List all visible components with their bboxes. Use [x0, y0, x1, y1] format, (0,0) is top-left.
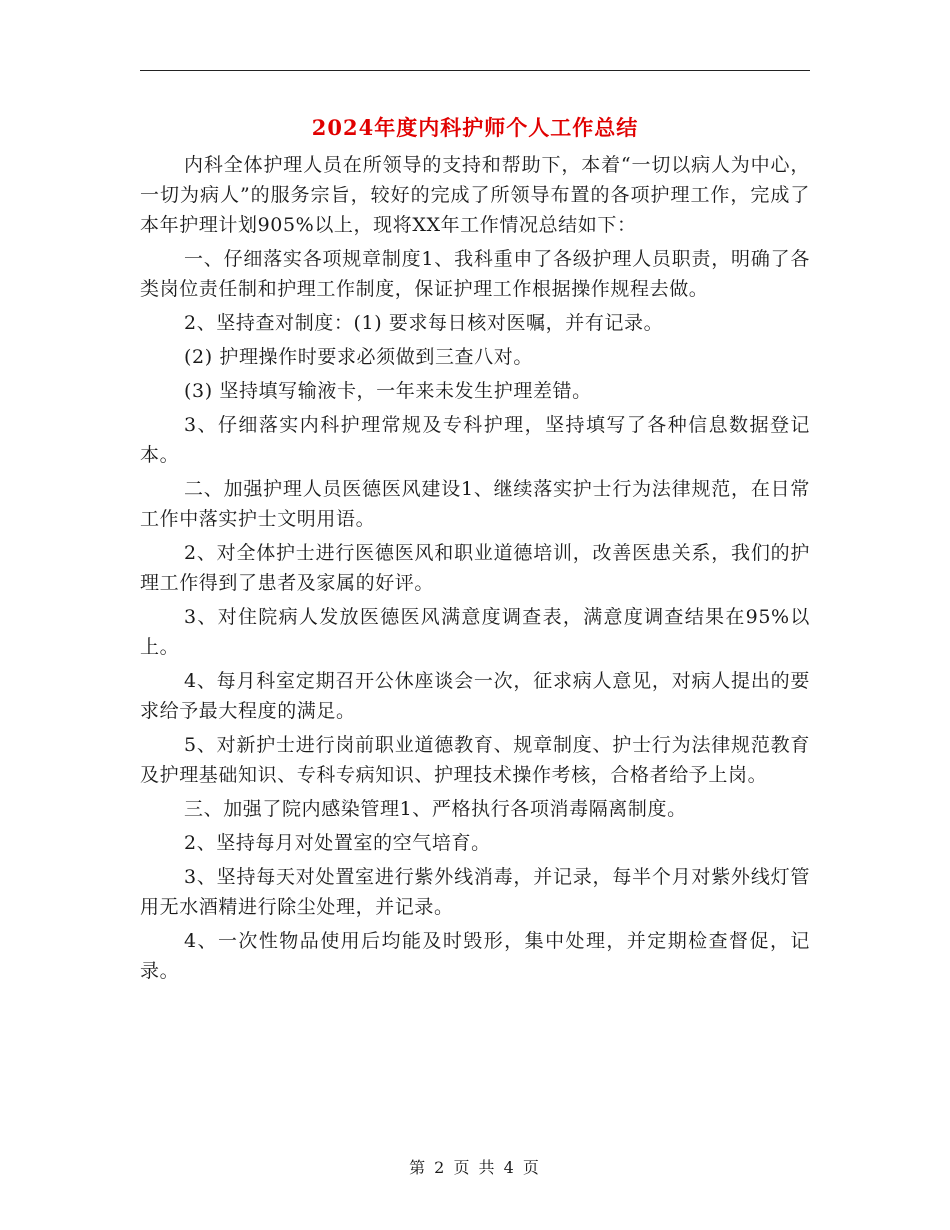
document-body	[140, 150, 810, 990]
header-rule	[140, 70, 810, 71]
paragraph-subitem: (3) 坚持填写输液卡，一年来未发生护理差错。	[184, 380, 592, 402]
paragraph-item: 3、坚持每天对处置室进行紫外线消毒，并记录，每半个月对紫外线灯管用无水酒精进行除尘处理，并记录。	[140, 866, 810, 918]
paragraph-item: 3、仔细落实内科护理常规及专科护理，坚持填写了各种信息数据登记本。	[140, 414, 810, 466]
paragraph-item: 3、对住院病人发放医德医风满意度调查表，满意度调查结果在95%以上。	[140, 606, 810, 658]
page-number: 第 2 页 共 4 页	[409, 1158, 541, 1177]
paragraph-item: 5、对新护士进行岗前职业道德教育、规章制度、护士行为法律规范教育及护理基础知识、专科专病知识、护理技术操作考核，合格者给予上岗。	[140, 734, 810, 786]
paragraph-item: 2、对全体护士进行医德医风和职业道德培训，改善医患关系，我们的护理工作得到了患者及家属的好评。	[140, 542, 810, 594]
paragraph-section-1: 一、仔细落实各项规章制度1、我科重申了各级护理人员职责，明确了各类岗位责任制和护理工作制度，保证护理工作根据操作规程去做。	[140, 248, 810, 300]
paragraph-intro: 内科全体护理人员在所领导的支持和帮助下，本着“一切以病人为中心，一切为病人”的服务宗旨，较好的完成了所领导布置的各项护理工作，完成了本年护理计划905%以上，现将XX年工作情况总结如下：	[140, 154, 810, 236]
paragraph-item: 2、坚持查对制度：(1) 要求每日核对医嘱，并有记录。	[184, 312, 664, 334]
paragraph-section-2: 二、加强护理人员医德医风建设1、继续落实护士行为法律规范，在日常工作中落实护士文明用语。	[140, 478, 810, 530]
document-title: 2024年度内科护师个人工作总结	[311, 115, 639, 140]
paragraph-subitem: (2) 护理操作时要求必须做到三查八对。	[184, 346, 533, 368]
paragraph-item: 4、每月科室定期召开公休座谈会一次，征求病人意见，对病人提出的要求给予最大程度的满足。	[140, 670, 810, 722]
paragraph-item: 2、坚持每月对处置室的空气培育。	[184, 832, 491, 854]
paragraph-item: 4、一次性物品使用后均能及时毁形，集中处理，并定期检查督促，记录。	[140, 930, 810, 982]
paragraph-section-3: 三、加强了院内感染管理1、严格执行各项消毒隔离制度。	[184, 798, 687, 820]
